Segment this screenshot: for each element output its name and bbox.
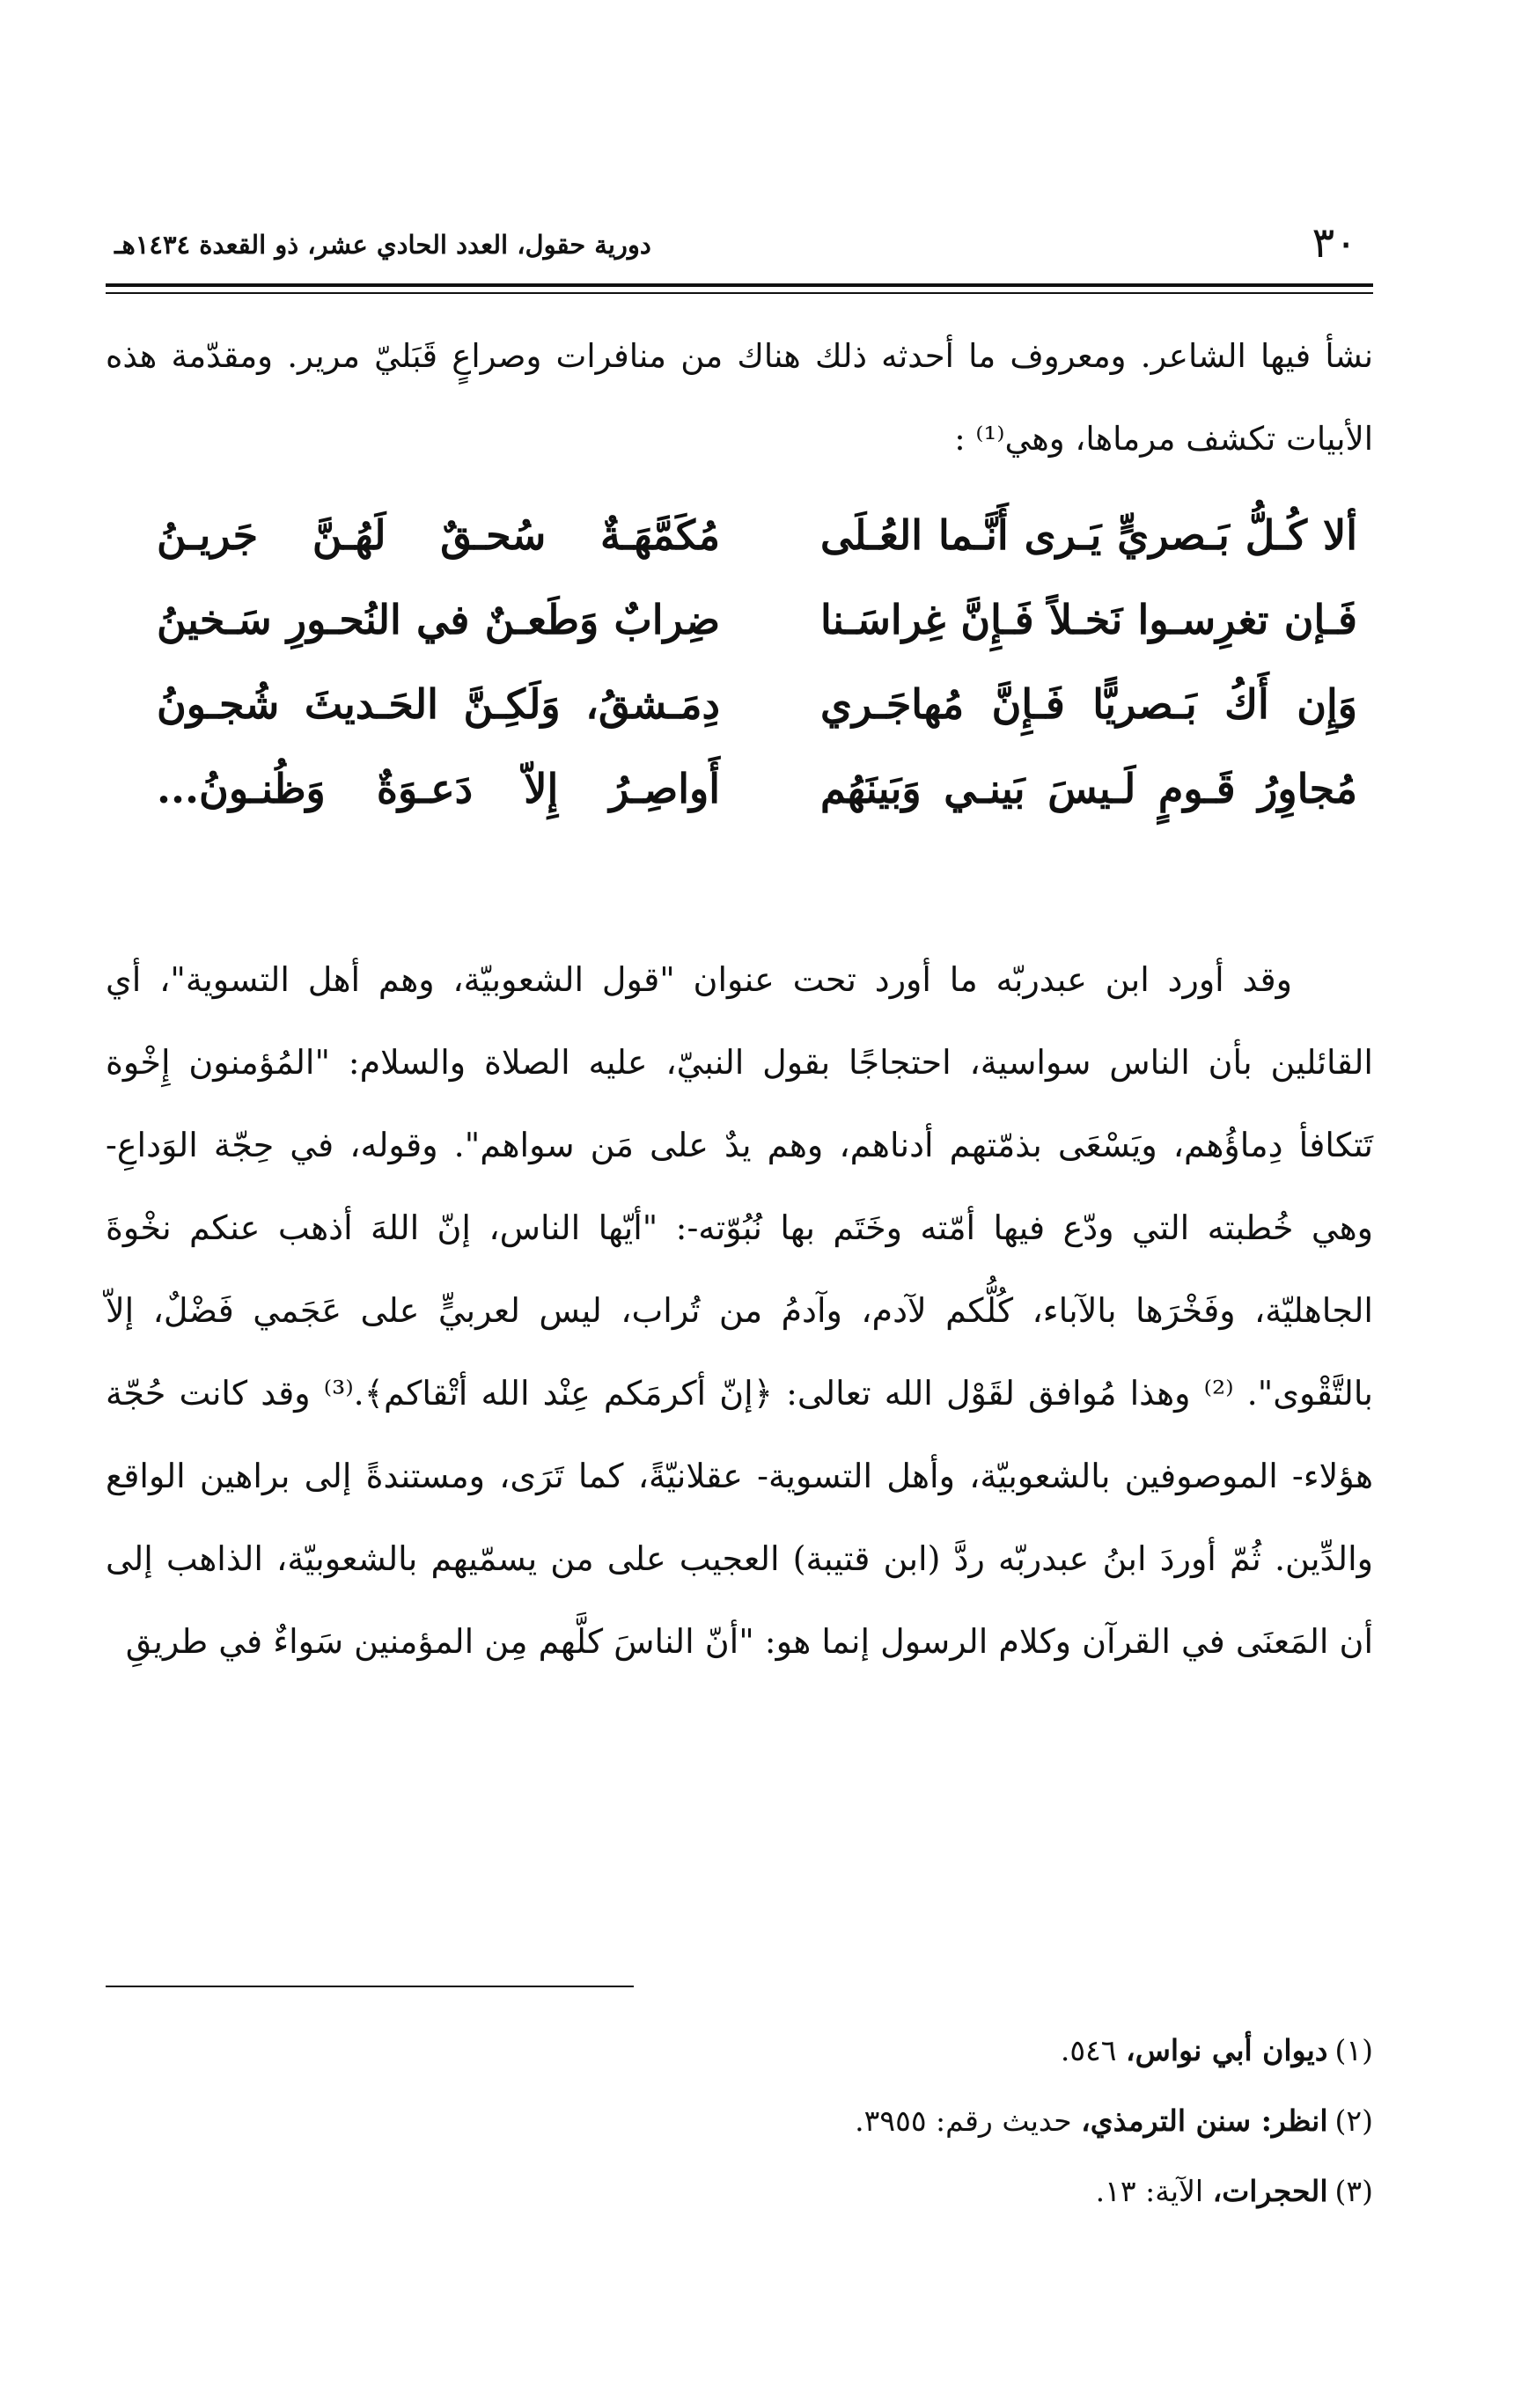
verse-second-hemistich: ضِرابٌ وَطَعـنٌ في النُحـورِ سَـخينُ [157, 596, 720, 643]
footnote-2 [106, 2086, 1373, 2156]
verse-second-hemistich: مُكَمَّهَـةٌ سُحـقٌ لَهُـنَّ جَريـنُ [157, 511, 720, 559]
verse [106, 493, 1373, 577]
verse [106, 746, 1373, 831]
poem [106, 493, 1373, 831]
verse [106, 577, 1373, 662]
page-number: ٣٠ [1312, 218, 1357, 268]
verse-first-hemistich: مُجاوِرُ قَـومٍ لَـيسَ بَينـي وَبَينَهُم [820, 765, 1357, 812]
footnote-detail: ٥٤٦. [1060, 2033, 1126, 2067]
footnote-detail: الآية: ١٣. [1095, 2174, 1213, 2208]
footnote-number: (١) [1334, 2033, 1373, 2067]
verse-first-hemistich: فَـإن تغرِسـوا نَخـلاً فَـإِنَّ غِراسَـنا [820, 596, 1357, 643]
running-head: دورية حقول، العدد الحادي عشر، ذو القعدة ١٤٣٤هـ [114, 230, 651, 260]
footnote-3 [106, 2156, 1373, 2227]
footnote-source: ديوان أبي نواس، [1126, 2033, 1328, 2067]
footnotes [106, 2015, 1373, 2227]
footnote-1 [106, 2015, 1373, 2086]
header-rule-thin [106, 292, 1373, 294]
footnote-number: (٣) [1334, 2174, 1373, 2208]
body-text: وقد أورد ابن عبدربّه ما أورد تحت عنوان "قول الشعوبيّة، وهم أهل التسوية"، أي القائلين بأن الناس سواسية، احتجاجًا بقول النبيّ، عليه الصلاة والسلام: "المُؤمنون إِخْوة تَتكافأ دِماؤُهم، ويَسْعَى بذمّتهم أدناهم، وهم يدٌ على مَن سواهم". وقوله، في حِجّة الوَداعِ- وهي خُطبته التي ودّع فيها أمّته وخَتَم بها نُبُوّته-: "أيّها الناس، إنّ اللهَ أذهب عنكم نخْوةَ الجاهليّة، وفَخْرَها بالآباء، كُلُّكم لآدم، وآدمُ من تُراب، ليس لعربيٍّ على عَجَمي فَضْلٌ، إلاّ بالتَّقْوى". ⁽²⁾ وهذا مُوافق لقَوْل الله تعالى: ﴿إنّ أكرمَكم عِنْد الله أتْقاكم﴾.⁽³⁾ وقد كانت حُجّة هؤلاء- الموصوفين بالشعوبيّة، وأهل التسوية- عقلانيّةً، كما تَرَى، ومستندةً إلى براهين الواقع والدِّين. ثُمّ أوردَ ابنُ عبدربّه ردَّ (ابن قتيبة) العجيب على من يسمّيهم بالشعوبيّة، الذاهب إلى أن المَعنَى في القرآن وكلام الرسول إنما هو: "أنّ الناسَ كلَّهم مِن المؤمنين سَواءٌ في طريقِ [106, 960, 1374, 1661]
footnote-separator [106, 1986, 634, 1987]
intro-text: نشأ فيها الشاعر. ومعروف ما أحدثه ذلك هناك من منافرات وصراعٍ قَبَليّ مرير. ومقدّمة هذه الأبيات تكشف مرماها، وهي⁽¹⁾ : [106, 337, 1373, 458]
verse [106, 662, 1373, 746]
verse-first-hemistich: وَإِن أَكُ بَـصريًّا فَـإِنَّ مُهاجَـري [820, 680, 1357, 728]
footnote-source: انظر: سنن الترمذي، [1081, 2103, 1328, 2138]
intro-paragraph [106, 315, 1373, 481]
footnote-detail: حديث رقم: ٣٩٥٥. [855, 2103, 1082, 2138]
verse-second-hemistich: دِمَـشقُ، وَلَكِـنَّ الحَـديثَ شُجـونُ [157, 680, 720, 728]
verse-second-hemistich: أَواصِـرُ إِلاّ دَعـوَةٌ وَظُنـونُ... [157, 765, 720, 812]
document-page [106, 0, 1373, 2408]
header-rule-thick [106, 283, 1373, 287]
verse-first-hemistich: ألا كُـلُّ بَـصريٍّ يَـرى أَنَّـما العُـلَى [820, 511, 1357, 559]
page-header [106, 218, 1373, 271]
body-paragraph [106, 938, 1373, 1683]
footnote-source: الحجرات، [1212, 2174, 1328, 2208]
footnote-number: (٢) [1334, 2103, 1373, 2138]
